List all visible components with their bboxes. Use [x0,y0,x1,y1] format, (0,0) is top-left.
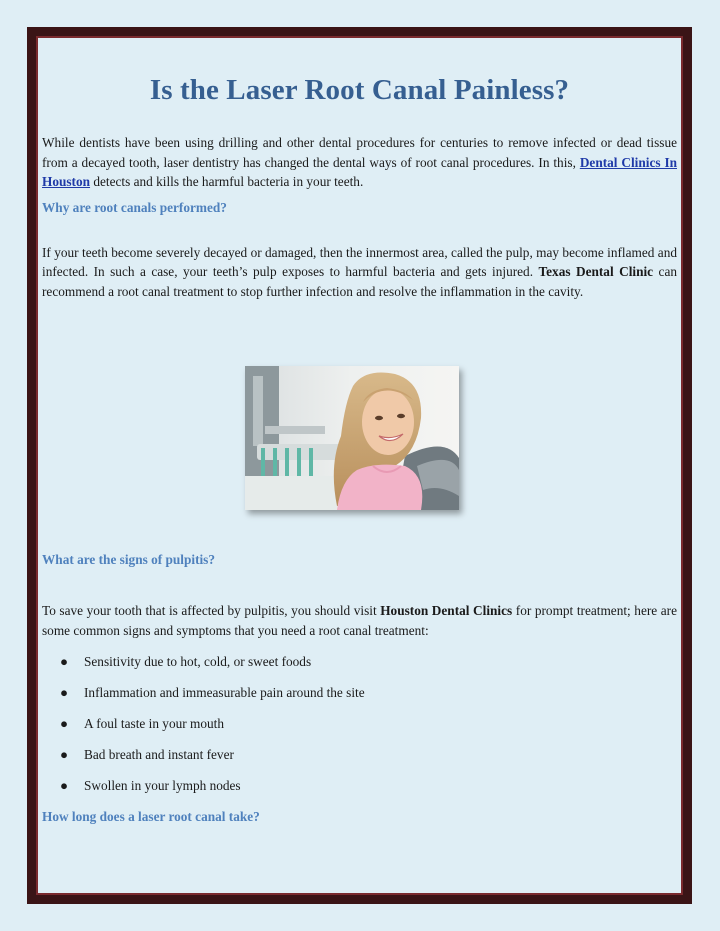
list-item-text: Inflammation and immeasurable pain around the site [84,685,365,700]
list-item-text: Sensitivity due to hot, cold, or sweet foods [84,654,312,669]
heading-signs-of-pulpitis: What are the signs of pulpitis? [42,552,216,567]
bullet-icon: ● [60,716,69,731]
bullet-icon: ● [60,685,69,700]
page-title: Is the Laser Root Canal Painless? [149,74,570,106]
pulpitis-text-start: To save your tooth that is affected by pulpitis, you should visit [42,603,381,618]
list-item-text: Swollen in your lymph nodes [84,778,241,793]
pulpitis-text-end: for prompt treatment; here are some common signs and symptoms that you need a root canal treatment: [42,603,677,638]
pulpitis-paragraph [42,601,677,640]
houston-dental-clinics-bold: Houston Dental Clinics [380,603,513,618]
list-item-text: A foul taste in your mouth [84,716,224,731]
symptoms-list [42,652,677,807]
intro-paragraph [42,133,677,192]
heading-why-root-canals: Why are root canals performed? [42,199,227,215]
dental-clinics-houston-link[interactable]: Dental Clinics In Houston [42,154,678,189]
list-item [42,652,677,683]
pulp-text-start: If your teeth become severely decayed or damaged, then the innermost area, called the pulp, may become inflamed and infected. In such a case, your teeth’s pulp exposes to harmful bacteria and gets injured. [42,244,677,279]
bullet-icon: ● [60,654,69,669]
list-item [42,714,677,745]
dental-patient-photo [245,366,459,510]
texas-dental-clinic-bold: Texas Dental Clinic [538,264,654,279]
heading-how-long-laser-root-canal: How long does a laser root canal take? [42,809,260,824]
pulp-text-end: can recommend a root canal treatment to stop further infection and resolve the inflammation in the cavity. [42,264,678,299]
list-item-text: Bad breath and instant fever [84,747,234,762]
intro-text-start: While dentists have been using drilling and other dental procedures for centuries to remove infected or dead tissue from a decayed tooth, laser dentistry has changed the dental ways of root canal procedures. In this, [42,135,677,170]
dental-patient-illustration [245,366,459,510]
list-item [42,776,677,807]
list-item [42,745,677,776]
bullet-icon: ● [60,747,69,762]
pulp-paragraph [42,243,677,302]
document-page [42,36,678,824]
list-item [42,683,677,714]
intro-text-end: detects and kills the harmful bacteria in your teeth. [90,174,364,189]
bullet-icon: ● [60,778,69,793]
